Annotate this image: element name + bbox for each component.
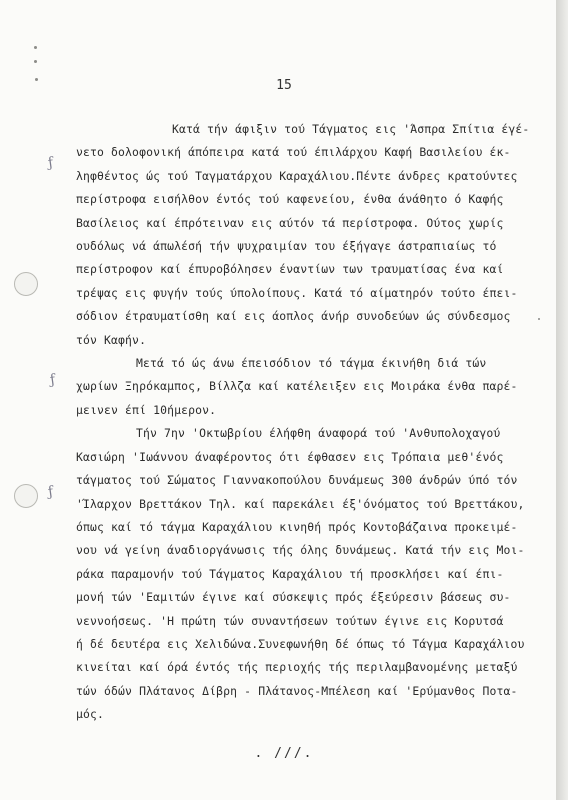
text-line: μός. [76, 707, 105, 722]
page-edge [556, 0, 568, 800]
text-line: περίστροφον καί έπυροβόλησεν έναντίων των τραυματίσας ένα καί [76, 262, 504, 277]
pen-annotation-mark: ƒ [48, 371, 57, 389]
text-line: 'Ίλαρχον Βρεττάκον Τηλ. καί παρεκάλει έξ'όνόματος τού Βρεττάκου, [76, 496, 525, 511]
text-line: τάγματος τού Σώματος Γιαννακοπούλου δυνάμεως 300 άνδρών ύπό τόν [76, 473, 518, 488]
paragraph [76, 422, 538, 726]
paragraph [76, 352, 538, 422]
text-line: ληφθέντος ώς τού Ταγματάρχου Καραχάλιου.Πέντε άνδρες κρατούντες [76, 168, 518, 183]
text-line: ράκα παραμονήν τού Τάγματος Καραχάλιου τή προσκλήσει καί έπι- [76, 566, 504, 581]
text-line: κινείται καί όρά έντός τής περιοχής τής περιλαμβανομένης μεταξύ [76, 660, 518, 675]
pen-annotation-mark: ƒ [46, 154, 55, 172]
text-line: νετο δολοφονική άπόπειρα κατά τού έπιλάρχου Καφή Βασιλείου έκ- [76, 145, 511, 160]
punch-hole [14, 272, 38, 296]
body-text [76, 118, 538, 727]
pen-annotation-mark: ƒ [46, 483, 55, 501]
text-line: τών όδών Πλάτανος Δίβρη - Πλάτανος-Μπέλεση καί 'Ερύμανθος Ποτα- [76, 683, 518, 698]
text-line: Τήν 7ην 'Οκτωβρίου έλήφθη άναφορά τού 'Ανθυπολοχαγού [136, 426, 501, 441]
margin-dot [538, 318, 540, 320]
paragraph [76, 118, 538, 352]
text-line: τρέψας εις φυγήν τούς ύπολοίπους. Κατά τό αίματηρόν τούτο έπει- [76, 285, 518, 300]
text-line: Βασίλειος καί έπρότειναν εις αύτόν τά περίστροφα. Ούτος χωρίς [76, 215, 504, 230]
margin-dot [34, 60, 37, 63]
text-line: μεινεν έπί 10ήμερον. [76, 402, 217, 417]
text-line: περίστροφα εισήλθον έντός τού καφενείου, ένθα άνάθητο ό Καφής [76, 192, 504, 207]
text-line: ή δέ δευτέρα εις Χελιδώνα.Συνεφωνήθη δέ όπως τό Τάγμα Καραχάλιου [76, 636, 525, 651]
text-line: Κατά τήν άφιξιν τού Τάγματος εις 'Άσπρα Σπίτια έγέ- [172, 122, 530, 136]
text-line: Μετά τό ώς άνω έπεισόδιον τό τάγμα έκινήθη διά τών [136, 356, 487, 371]
punch-hole [14, 484, 38, 508]
continuation-marker: . ///. [254, 746, 314, 761]
text-line: Κασιώρη 'Ιωάννου άναφέροντος ότι έφθασεν εις Τρόπαια μεθ'ένός [76, 449, 504, 464]
text-line: ουδόλως νά άπωλέσή τήν ψυχραιμίαν του έξήγαγε άστραπιαίως τό [76, 239, 497, 254]
text-line: νου νά γείνη άναδιοργάνωσις τής όλης δυνάμεως. Κατά τήν εις Μοι- [76, 543, 525, 558]
text-line: σόδιον έτραυματίσθη καί εις άοπλος άνήρ συνοδεύων ώς σύνδεσμος [76, 309, 511, 324]
text-line: μονή τών 'Εαμιτών έγινε καί σύσκεψις πρός έξεύρεσιν βάσεως συ- [76, 590, 511, 605]
text-line: όπως καί τό τάγμα Καραχάλιου κινηθή πρός Κοντοβάζαινα προκειμέ- [76, 519, 518, 534]
text-line: τόν Καφήν. [76, 332, 147, 347]
margin-dot [34, 46, 37, 49]
page-number: 15 [276, 78, 292, 93]
text-line: χωρίων Ξηρόκαμπος, Βίλλζα καί κατέλειξεν εις Μοιράκα ένθα παρέ- [76, 379, 518, 394]
text-line: νεννοήσεως. 'Η πρώτη τών συναντήσεων τούτων έγινε εις Κορυτσά [76, 613, 504, 628]
